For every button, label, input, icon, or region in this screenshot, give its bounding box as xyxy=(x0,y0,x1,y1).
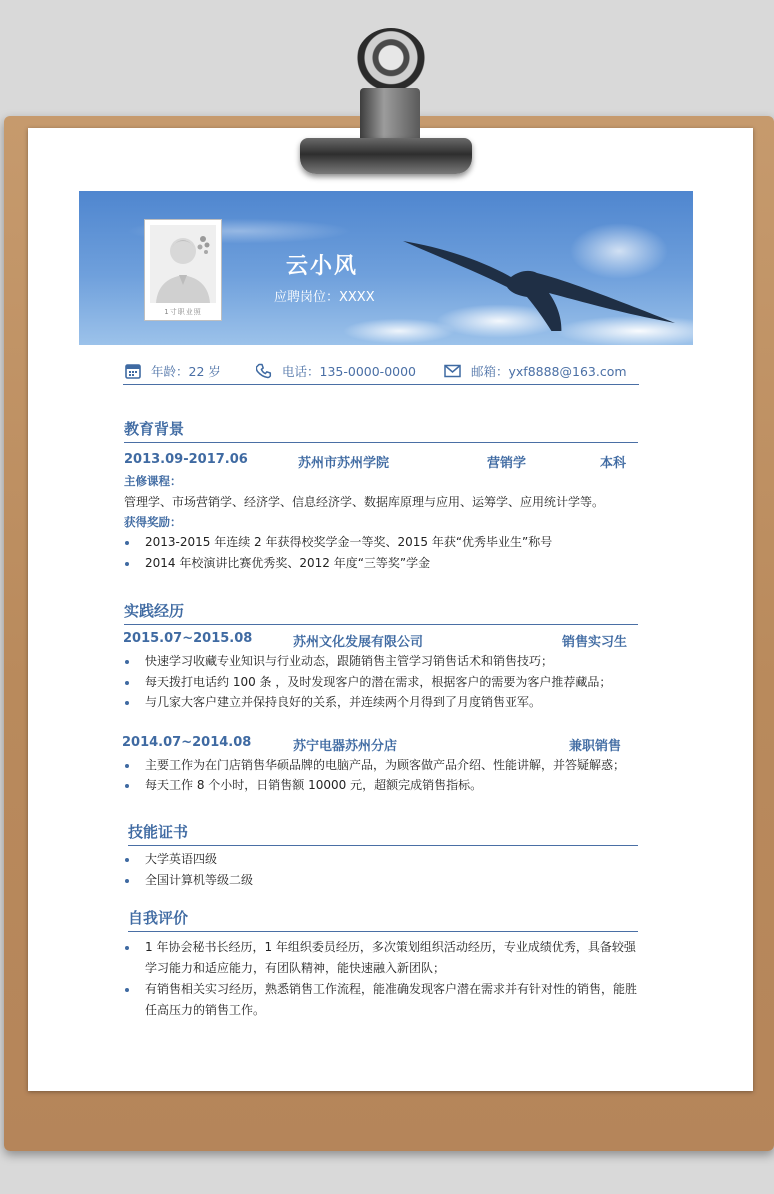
section-title-skills: 技能证书 xyxy=(128,821,638,846)
list-item: 与几家大客户建立并保持良好的关系，并连续两个月得到了月度销售亚军。 xyxy=(124,692,642,713)
job-period: 2015.07~2015.08 xyxy=(123,631,253,646)
job-company: 苏宁电器苏州分店 xyxy=(293,739,398,754)
edu-degree: 本科 xyxy=(600,456,627,471)
contact-phone xyxy=(256,362,416,380)
list-item: 每天拨打电话约 100 条 ，及时发现客户的潜在需求，根据客户的需要为客户推荐藏品； xyxy=(124,672,642,693)
applied-position: 应聘岗位：XXXX xyxy=(274,290,375,305)
edu-school: 苏州市苏州学院 xyxy=(298,456,390,471)
list-item: 全国计算机等级二级 xyxy=(124,870,642,891)
courses-text: 管理学、市场营销学、经济学、信息经济学、数据库原理与应用、运筹学、应用统计学等。 xyxy=(124,495,605,509)
contact-bar xyxy=(123,358,639,385)
list-item: 1 年协会秘书长经历，1 年组织委员经历，多次策划组织活动经历，专业成绩优秀，具备较强学习能力和适应能力，有团队精神，能快速融入新团队； xyxy=(124,937,642,979)
photo-caption: 1寸职业照 xyxy=(164,308,202,316)
edu-major: 营销学 xyxy=(487,456,527,471)
calendar-icon xyxy=(125,363,141,379)
list-item: 快速学习收藏专业知识与行业动态，跟随销售主管学习销售话术和销售技巧； xyxy=(124,651,642,672)
list-item: 2014 年校演讲比赛优秀奖、2012 年度“三等奖”学金 xyxy=(124,553,642,574)
avatar-icon xyxy=(150,225,216,303)
list-item: 大学英语四级 xyxy=(124,849,642,870)
job-company: 苏州文化发展有限公司 xyxy=(293,635,424,650)
awards-label: 获得奖励： xyxy=(124,515,182,529)
age-text: 年龄：22 岁 xyxy=(151,364,221,379)
section-title-education: 教育背景 xyxy=(124,418,638,443)
section-title-self-eval: 自我评价 xyxy=(128,907,638,932)
section-title-experience: 实践经历 xyxy=(124,600,638,625)
job-period: 2014.07~2014.08 xyxy=(122,735,252,750)
list-item: 每天工作 8 个小时，日销售额 10000 元，超额完成销售指标。 xyxy=(124,775,642,796)
header-banner xyxy=(79,191,693,345)
list-item: 有销售相关实习经历，熟悉销售工作流程，能准确发现客户潜在需求并有针对性的销售，能胜任高压力的销售工作。 xyxy=(124,979,642,1021)
contact-age xyxy=(125,362,221,380)
edu-period: 2013.09-2017.06 xyxy=(124,452,248,467)
phone-text: 电话：135-0000-0000 xyxy=(282,364,417,379)
contact-email xyxy=(444,362,627,380)
job-role: 销售实习生 xyxy=(562,635,628,650)
list-item: 主要工作为在门店销售华硕品牌的电脑产品，为顾客做产品介绍、性能讲解，并答疑解惑； xyxy=(124,755,642,776)
list-item: 2013-2015 年连续 2 年获得校奖学金一等奖、2015 年获“优秀毕业生”称号 xyxy=(124,532,642,553)
phone-icon xyxy=(256,363,272,379)
profile-photo xyxy=(144,219,222,321)
courses-label: 主修课程： xyxy=(124,474,182,488)
candidate-name: 云小风 xyxy=(286,254,359,279)
email-text: 邮箱：yxf8888@163.com xyxy=(471,364,627,379)
job-role: 兼职销售 xyxy=(569,739,622,754)
mail-icon xyxy=(444,364,461,378)
bird-icon xyxy=(399,231,679,331)
